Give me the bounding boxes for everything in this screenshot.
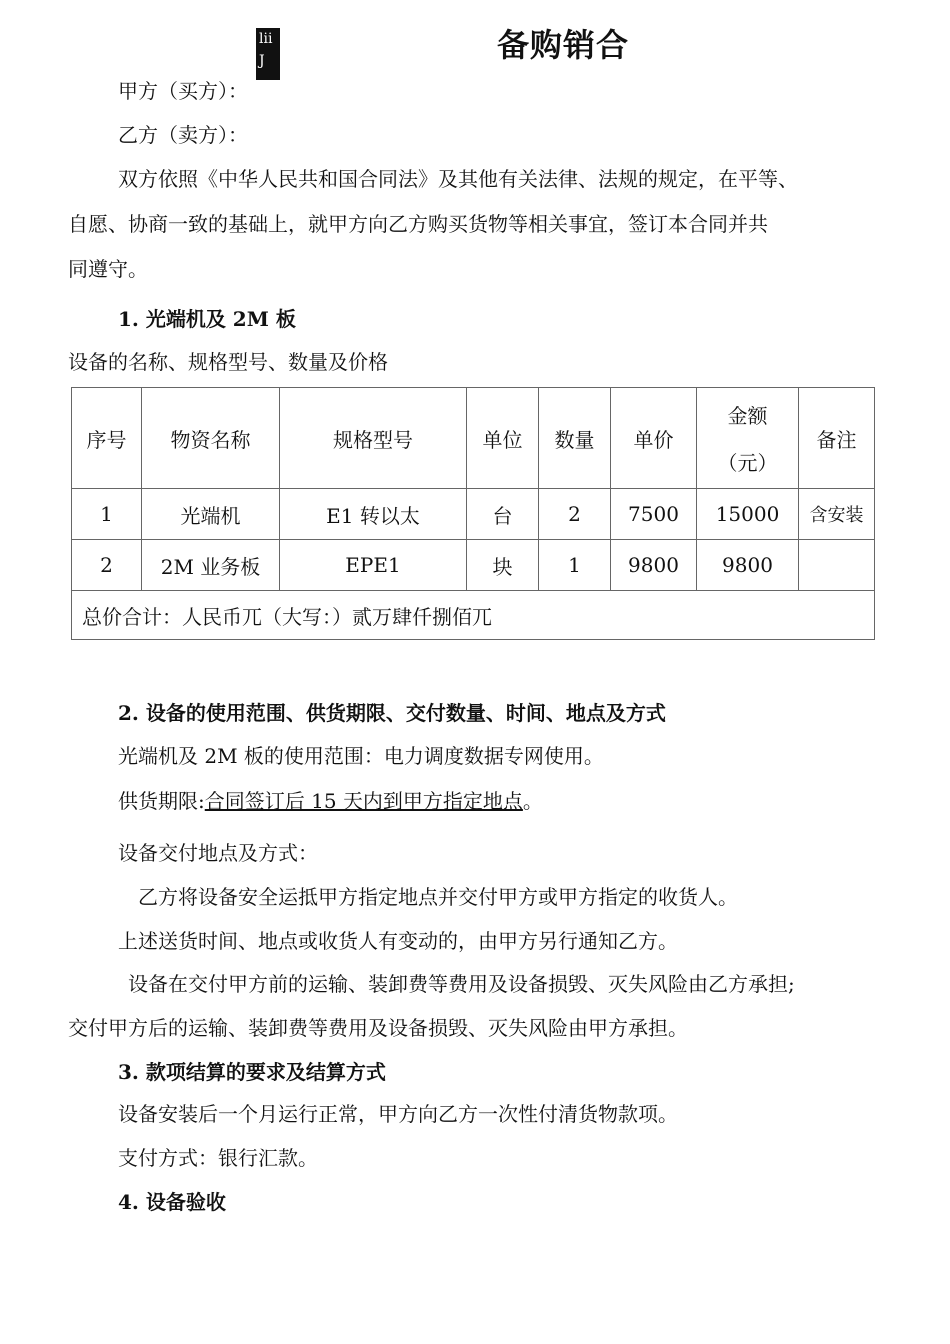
- section-3-heading: 3. 款项结算的要求及结算方式: [118, 1060, 386, 1084]
- settlement-line-2: 支付方式：银行汇款。: [118, 1146, 318, 1170]
- cell-model: E1 转以太: [280, 489, 467, 540]
- cell-unit: 块: [467, 540, 539, 591]
- section-4-heading: 4. 设备验收: [118, 1190, 226, 1214]
- cell-index: 1: [72, 489, 142, 540]
- delivery-line-2: 上述送货时间、地点或收货人有变动的，由甲方另行通知乙方。: [118, 929, 678, 953]
- cell-unit: 台: [467, 489, 539, 540]
- total-price: 总价合计：人民币兀（大写：）贰万肆仟捌佰兀: [72, 591, 875, 640]
- intro-line-2: 自愿、协商一致的基础上，就甲方向乙方购买货物等相关事宜，签订本合同并共: [68, 212, 768, 236]
- document-title: 备购销合: [497, 26, 630, 64]
- header-index: 序号: [72, 388, 142, 489]
- table-total-row: [72, 591, 875, 640]
- header-name: 物资名称: [142, 388, 280, 489]
- delivery-label: 设备交付地点及方式：: [118, 841, 318, 865]
- header-model: 规格型号: [280, 388, 467, 489]
- cell-amount: 15000: [697, 489, 799, 540]
- delivery-line-1: 乙方将设备安全运抵甲方指定地点并交付甲方或甲方指定的收货人。: [138, 885, 738, 909]
- header-amount: [697, 388, 799, 489]
- header-quantity: 数量: [539, 388, 611, 489]
- supply-period-label: 供货期限:: [118, 789, 205, 813]
- cell-remarks: [799, 540, 875, 591]
- seller-label: 乙方（卖方）：: [118, 123, 248, 147]
- intro-line-3: 同遵守。: [68, 257, 148, 281]
- table-header-row: [72, 388, 875, 489]
- risk-line-1: 设备在交付甲方前的运输、装卸费等费用及设备损毁、灭失风险由乙方承担;: [128, 972, 795, 996]
- usage-scope: 光端机及 2M 板的使用范围：电力调度数据专网使用。: [118, 744, 604, 768]
- header-amount-unit: （元）: [717, 451, 778, 475]
- header-amount-label: 金额: [727, 404, 768, 428]
- cell-remarks: 含安装: [799, 489, 875, 540]
- cell-quantity: 1: [539, 540, 611, 591]
- cell-name: 2M 业务板: [142, 540, 280, 591]
- equipment-table: [71, 387, 875, 640]
- table-row: [72, 540, 875, 591]
- intro-line-1: 双方依照《中华人民共和国合同法》及其他有关法律、法规的规定，在平等、: [118, 167, 798, 191]
- supply-period: [118, 785, 543, 814]
- section-2-heading: 2. 设备的使用范围、供货期限、交付数量、时间、地点及方式: [118, 701, 666, 725]
- cell-model: EPE1: [280, 540, 467, 591]
- cell-quantity: 2: [539, 489, 611, 540]
- cell-unit-price: 9800: [611, 540, 697, 591]
- section-1-heading: 1. 光端机及 2M 板: [118, 307, 296, 331]
- section-1-subheading: 设备的名称、规格型号、数量及价格: [68, 350, 388, 374]
- cell-unit-price: 7500: [611, 489, 697, 540]
- buyer-label: 甲方（买方）：: [118, 79, 248, 103]
- header-unit-price: 单价: [611, 388, 697, 489]
- cell-index: 2: [72, 540, 142, 591]
- header-unit: 单位: [467, 388, 539, 489]
- supply-period-value: 合同签订后 15 天内到甲方指定地点: [204, 789, 523, 813]
- page-badge: lii J: [256, 28, 280, 80]
- supply-period-end: 。: [522, 789, 543, 813]
- header-remarks: 备注: [799, 388, 875, 489]
- risk-line-2: 交付甲方后的运输、装卸费等费用及设备损毁、灭失风险由甲方承担。: [68, 1016, 688, 1040]
- settlement-line-1: 设备安装后一个月运行正常，甲方向乙方一次性付清货物款项。: [118, 1102, 678, 1126]
- table-row: [72, 489, 875, 540]
- cell-amount: 9800: [697, 540, 799, 591]
- cell-name: 光端机: [142, 489, 280, 540]
